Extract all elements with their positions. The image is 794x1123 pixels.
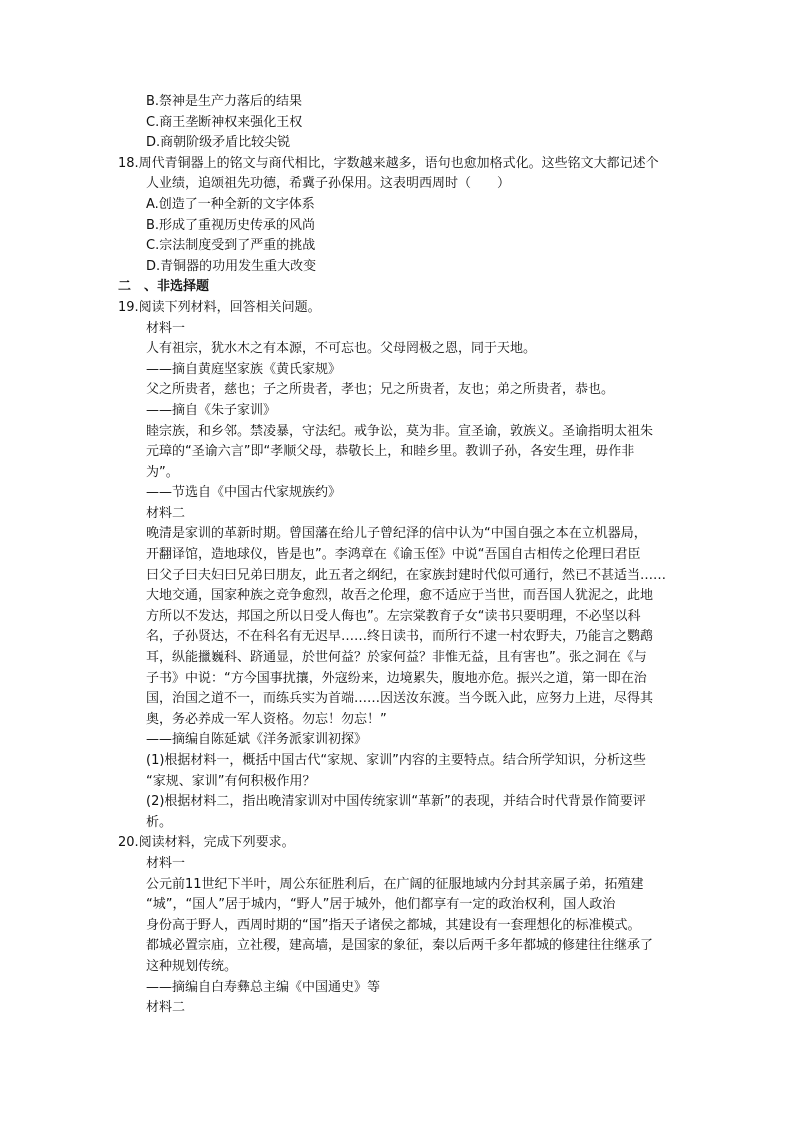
q19-line: 耳，纵能擸巍科、跻通显，於世何益？於家何益？非惟无益，且有害也”。张之洞在《与 — [146, 650, 647, 666]
page-content — [118, 92, 702, 1019]
q19-line: 父之所贵者，慈也；子之所贵者，孝也；兄之所贵者，友也；弟之所贵者，恭也。 — [146, 382, 615, 398]
q18-option-c[interactable]: C.宗法制度受到了严重的挑战 — [146, 238, 316, 254]
q17-option-c[interactable]: C.商王垄断神权来强化王权 — [146, 114, 303, 130]
section-2-title: 二 、非选择题 — [118, 279, 210, 295]
q20-line: “城”，“国人”居于城内，“野人”居于城外，他们都享有一定的政治权利，国人政治 — [146, 897, 616, 913]
q20-line: ——摘编自白寿彝总主编《中国通史》等 — [146, 979, 381, 995]
q19-line: 开翻译馆，造地球仪，皆是也”。李鸿章在《谕玉侄》中说“吾国自古相传之伦理曰君臣 — [146, 547, 641, 563]
q20-line: 身份高于野人，西周时期的“国”指天子诸侯之都城，其建设有一套理想化的标准模式。 — [146, 917, 641, 933]
q20-line: 公元前11世纪下半叶，周公东征胜利后，在广阔的征服地域内分封其亲属子弟，拓殖建 — [146, 876, 644, 892]
q19-line: 材料一 — [146, 320, 186, 336]
q19-line: ——摘编自陈延斌《洋务派家训初探》 — [146, 732, 368, 748]
q19-stem: 19.阅读下列材料，回答相关问题。 — [118, 299, 321, 315]
q20-line: 材料二 — [146, 1000, 186, 1016]
q18-stem-line2: 人业绩，追颂祖先功德，希冀子孙保用。这表明西周时（ ） — [146, 176, 511, 192]
q19-subquestion-2: (2)根据材料二，指出晚清家训对中国传统家训“革新”的表现，并结合时代背景作简要评 — [146, 794, 646, 810]
q19-line: ——摘自《朱子家训》 — [146, 402, 277, 418]
q17-option-d[interactable]: D.商朝阶级矛盾比较尖锐 — [146, 135, 291, 151]
q20-line: 这种规划传统。 — [146, 958, 238, 974]
q19-line: 睦宗族，和乡邻。禁凌暴，守法纪。戒争讼，莫为非。宣圣谕，敦族义。圣谕指明太祖朱 — [146, 423, 654, 439]
q20-line: 都城必置宗庙，立社稷，建高墙，是国家的象征，秦以后两千多年都城的修建往往继承了 — [146, 938, 654, 954]
q19-line: 人有祖宗，犹水木之有本源，不可忘也。父母罔极之恩，同于天地。 — [146, 341, 537, 357]
q19-line: 晚清是家训的革新时期。曾国藩在给儿子曾纪泽的信中认为“中国自强之本在立机器局， — [146, 526, 647, 542]
q19-line: 元璋的“圣谕六言”即“孝顺父母，恭敬长上，和睦乡里。教训子孙，各安生理，毋作非 — [146, 444, 635, 460]
q19-body — [118, 319, 702, 834]
q19-line: 为”。 — [146, 464, 179, 480]
q17-option-b[interactable]: B.祭神是生产力落后的结果 — [146, 94, 303, 109]
q18-option-a[interactable]: A.创造了一种全新的文字体系 — [146, 196, 315, 212]
q19-line: ——摘自黄庭坚家族《黄氏家规》 — [146, 361, 342, 377]
q19-line: 子书》中说：“方今国事扰攘，外寇纷来，边境累失，腹地亦危。振兴之道，第一即在治 — [146, 670, 647, 686]
q18-option-b[interactable]: B.形成了重视历史传承的风尚 — [146, 217, 316, 233]
q18-option-d[interactable]: D.青铜器的功用发生重大改变 — [146, 258, 317, 274]
q19-line: 名，子孙贤达，不在科名有无迟早……终日读书，而所行不逮一村农野夫，乃能言之鹦鹉 — [146, 629, 654, 645]
q18-stem-line1: 18.周代青铜器上的铭文与商代相比，字数越来越多，语句也愈加格式化。这些铭文大都记述个 — [118, 155, 659, 171]
q19-line: 国，治国之道不一，而练兵实为首端……因送汝东渡。当今既入此，应努力上进，尽得其 — [146, 691, 654, 707]
q19-line: 曰父子曰夫妇曰兄弟曰朋友，此五者之纲纪，在家族封建时代似可通行，然已不甚适当…… — [146, 567, 667, 583]
q19-line: ——节选自《中国古代家规族约》 — [146, 485, 342, 501]
q19-line: 大地交通，国家种族之竞争愈烈，故吾之伦理，愈不适应于当世，而吾国人犹泥之，此地 — [146, 588, 654, 604]
q19-line: 方所以不发达，邦国之所以日受人侮也”。左宗棠教育子女“读书只要明理，不必坚以科 — [146, 608, 641, 624]
q19-line: 奥，务必养成一军人资格。勿忘！勿忘！” — [146, 711, 387, 727]
q20-body — [118, 854, 702, 1019]
q19-subquestion-2-cont: 析。 — [146, 814, 173, 830]
q20-line: 材料一 — [146, 855, 186, 871]
q20-stem: 20.阅读材料，完成下列要求。 — [118, 835, 295, 851]
q19-line: 材料二 — [146, 505, 186, 521]
q19-subquestion-1-cont: “家规、家训”有何积极作用？ — [146, 773, 316, 789]
q19-subquestion-1: (1)根据材料一，概括中国古代“家规、家训”内容的主要特点。结合所学知识，分析这些 — [146, 753, 646, 768]
